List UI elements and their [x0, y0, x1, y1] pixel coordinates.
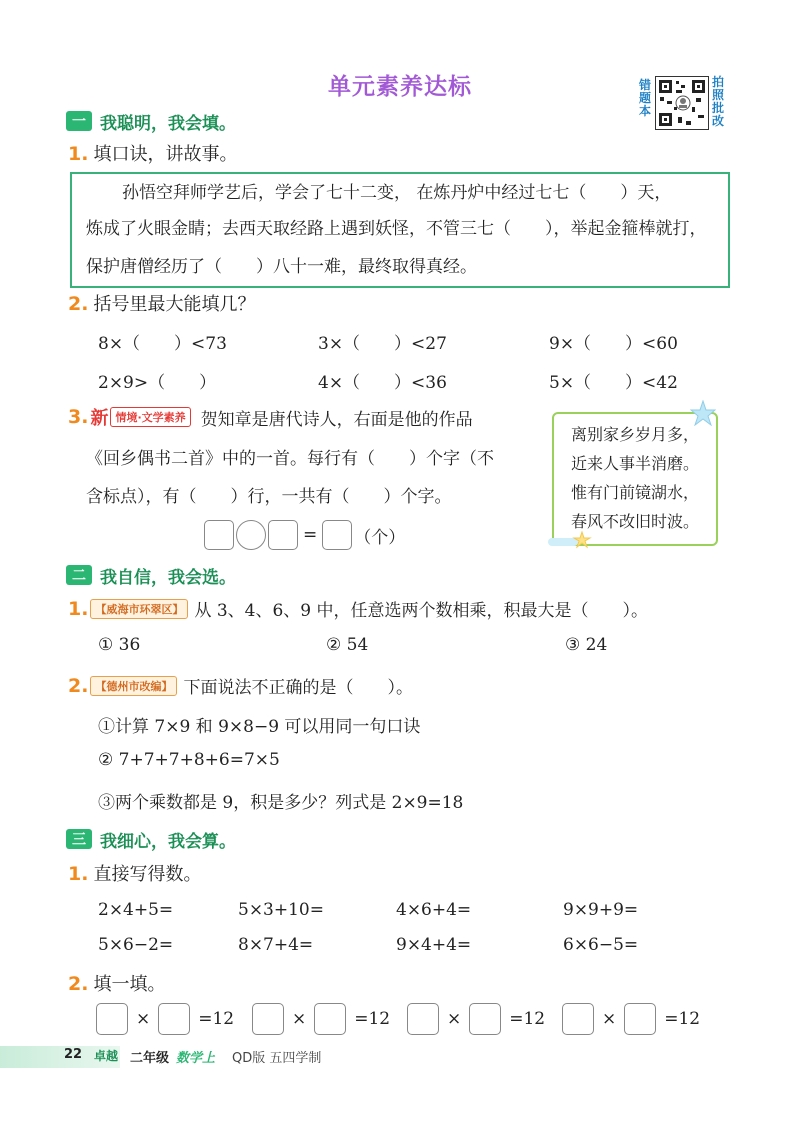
answer-box[interactable] [158, 1003, 190, 1035]
inequality-6[interactable]: 5×（ ）<42 [549, 373, 678, 393]
star-icon [548, 530, 592, 554]
option-3[interactable]: ③ 24 [565, 635, 608, 655]
s3-q1-heading [68, 860, 202, 886]
context-tag: 情境·文学素养 [110, 407, 190, 427]
section-2-badge: 二 [66, 565, 92, 585]
answer-box[interactable] [252, 1003, 284, 1035]
option-1[interactable]: ①计算 7×9 和 9×8−9 可以用同一句口诀 [98, 717, 421, 737]
calc-item[interactable]: 5×6−2= [98, 935, 174, 955]
qr-right-label: 拍照批改 [711, 75, 724, 128]
answer-box[interactable] [314, 1003, 346, 1035]
answer-box[interactable] [407, 1003, 439, 1035]
answer-box[interactable] [268, 520, 298, 550]
inequality-2[interactable]: 3×（ ）<27 [318, 334, 447, 354]
question-text: 填口诀，讲故事。 [93, 144, 238, 165]
result-label: =12 [198, 1009, 235, 1029]
result-label: =12 [354, 1009, 391, 1029]
s1-q3-heading [68, 404, 473, 430]
section-3-badge: 三 [66, 829, 92, 849]
times-sign: × [447, 1009, 462, 1029]
q3-line-1: 贺知章是唐代诗人，右面是他的作品 [200, 409, 473, 430]
source-tag: 【威海市环翠区】 [90, 599, 188, 619]
result-label: =12 [664, 1009, 701, 1029]
qr-code-icon[interactable] [655, 76, 709, 130]
section-3-title: 我细心，我会算。 [100, 831, 236, 852]
footer-grade: 二年级 [130, 1051, 170, 1066]
fill-group-1 [96, 1003, 234, 1035]
option-2[interactable]: ② 54 [326, 635, 369, 655]
s1-q2-heading [68, 290, 256, 316]
new-badge: 新 [90, 408, 109, 429]
section-2-header [66, 562, 236, 588]
poem-line: 近来人事半消磨。 [570, 454, 699, 473]
section-1-header [66, 108, 236, 134]
fill-group-2 [252, 1003, 390, 1035]
option-3[interactable]: ③两个乘数都是 9，积是多少？列式是 2×9=18 [98, 793, 464, 813]
question-number: 1. [68, 143, 89, 165]
calc-item[interactable]: 4×6+4= [396, 900, 472, 920]
answer-box[interactable] [96, 1003, 128, 1035]
answer-box[interactable] [624, 1003, 656, 1035]
question-number: 2. [68, 973, 89, 995]
inequality-1[interactable]: 8×（ ）<73 [98, 334, 227, 354]
s2-q1-heading [68, 596, 648, 621]
s2-q2-heading [68, 673, 413, 698]
fill-group-3 [407, 1003, 545, 1035]
answer-box[interactable] [204, 520, 234, 550]
brand-logo: 卓越 [94, 1049, 119, 1063]
calc-item[interactable]: 2×4+5= [98, 900, 174, 920]
question-text: 下面说法不正确的是（ ）。 [183, 678, 413, 698]
question-text: 填一填。 [93, 974, 166, 995]
result-label: =12 [509, 1009, 546, 1029]
equation-row [204, 520, 405, 550]
story-line-2: 炼成了火眼金睛；去西天取经路上遇到妖怪，不管三七（ ），举起金箍棒就打， [86, 219, 707, 239]
calc-item[interactable]: 8×7+4= [238, 935, 314, 955]
operator-circle[interactable] [236, 520, 266, 550]
question-number: 1. [68, 597, 89, 620]
q3-line-3: 含标点），有（ ）行，一共有（ ）个字。 [86, 487, 452, 507]
source-tag: 【德州市改编】 [90, 676, 177, 696]
question-number: 1. [68, 863, 89, 885]
poem-line: 春风不改旧时波。 [570, 512, 699, 531]
star-icon [690, 400, 716, 430]
s3-q2-heading [68, 970, 166, 996]
question-text: 括号里最大能填几？ [93, 294, 256, 315]
q3-line-2: 《回乡偶书二首》中的一首。每行有（ ）个字（不 [86, 449, 494, 469]
poem-line: 离别家乡岁月多， [570, 425, 699, 444]
page-title: 单元素养达标 [328, 74, 472, 100]
calc-item[interactable]: 9×4+4= [396, 935, 472, 955]
equals-sign: = [303, 525, 318, 545]
unit-label: （个） [354, 527, 406, 548]
poem-line: 惟有门前镜湖水， [570, 483, 699, 502]
section-3-header [66, 826, 236, 852]
calc-item[interactable]: 9×9+9= [563, 900, 639, 920]
question-text: 直接写得数。 [93, 864, 202, 885]
times-sign: × [136, 1009, 151, 1029]
footer-subject: 数学上 [176, 1051, 216, 1066]
story-line-1: 孙悟空拜师学艺后，学会了七十二变， 在炼丹炉中经过七七（ ）天， [122, 183, 672, 203]
times-sign: × [292, 1009, 307, 1029]
fill-group-4 [562, 1003, 700, 1035]
inequality-4[interactable]: 2×9>（ ） [98, 373, 217, 393]
answer-box[interactable] [562, 1003, 594, 1035]
section-2-title: 我自信，我会选。 [100, 567, 236, 588]
calc-item[interactable]: 5×3+10= [238, 900, 324, 920]
inequality-3[interactable]: 9×（ ）<60 [549, 334, 678, 354]
question-number: 2. [68, 293, 89, 315]
qr-left-label: 错题本 [638, 78, 651, 118]
question-number: 3. [68, 406, 89, 428]
story-line-3: 保护唐僧经历了（ ）八十一难，最终取得真经。 [86, 257, 477, 277]
poem-box [552, 412, 718, 546]
s1-q1-heading [68, 140, 238, 166]
question-text: 从 3、4、6、9 中，任意选两个数相乘，积最大是（ ）。 [194, 601, 649, 621]
page-number: 22 [64, 1047, 83, 1062]
section-1-badge: 一 [66, 111, 92, 131]
option-2[interactable]: ② 7+7+7+8+6=7×5 [98, 750, 280, 770]
times-sign: × [602, 1009, 617, 1029]
section-1-title: 我聪明，我会填。 [100, 113, 236, 134]
calc-item[interactable]: 6×6−5= [563, 935, 639, 955]
question-number: 2. [68, 674, 89, 697]
footer-edition: QD版 五四学制 [232, 1051, 322, 1066]
inequality-5[interactable]: 4×（ ）<36 [318, 373, 447, 393]
option-1[interactable]: ① 36 [98, 635, 141, 655]
answer-box[interactable] [469, 1003, 501, 1035]
answer-box[interactable] [322, 520, 352, 550]
